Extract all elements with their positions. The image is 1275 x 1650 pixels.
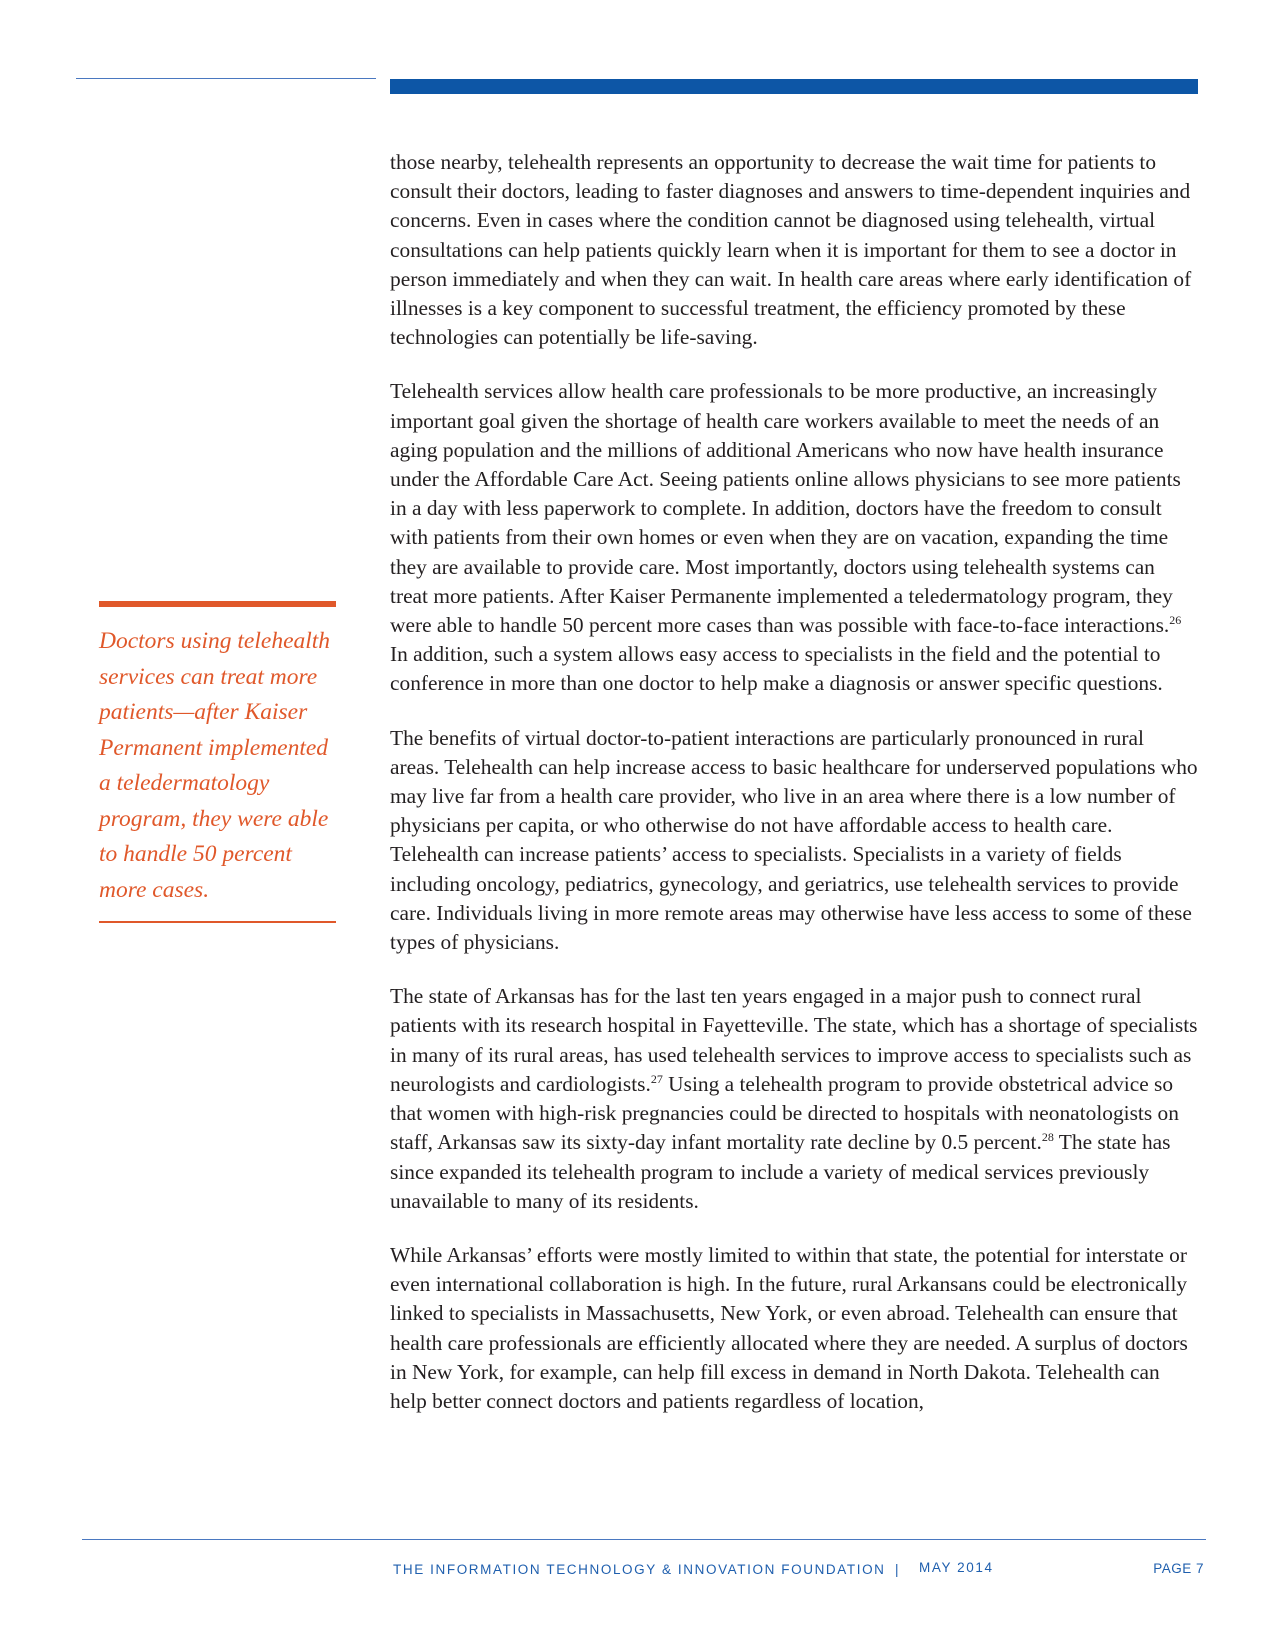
body-paragraph xyxy=(390,1241,1198,1416)
footer-separator: | xyxy=(895,1562,901,1577)
paragraph-text: those nearby, telehealth represents an opportunity to decrease the wait time for patients to consult their doctors, leading to faster diagnoses and answers to time-dependent inquiries and concerns. Even in cases where the condition cannot be diagnosed using telehealth, virtual consultations can help patients quickly learn when it is important for them to see a doctor in person immediately and when they can wait. In health care areas where early identification of illnesses is a key component to successful treatment, the efficiency promoted by these technologies can potentially be life-saving. xyxy=(390,150,1192,350)
page-footer xyxy=(393,1560,1204,1582)
paragraph-text: The benefits of virtual doctor-to-patient interactions are particularly pronounced in rural areas. Telehealth can help increase access to basic healthcare for underserved populations who may live far from a health care provider, who live in an area where there is a low number of physicians per capita, or who otherwise do not have affordable access to health care. Telehealth can increase patients’ access to specialists. Specialists in a variety of fields including oncology, pediatrics, gynecology, and geriatrics, use telehealth services to provide care. Individuals living in more remote areas may otherwise have less access to some of these types of physicians. xyxy=(390,725,1198,955)
paragraph-text: In addition, such a system allows easy access to specialists in the field and the potential to conference in more than one doctor to help make a diagnosis or answer specific questions. xyxy=(390,642,1163,696)
paragraph-text: While Arkansas’ efforts were mostly limited to within that state, the potential for interstate or even international collaboration is high. In the future, rural Arkansans could be electronically linked to specialists in Massachusetts, New York, or even abroad. Telehealth can ensure that health care professionals are efficiently allocated where they are needed. A surplus of doctors in New York, for example, can help fill excess in demand in North Dakota. Telehealth can help better connect doctors and patients regardless of location, xyxy=(390,1242,1188,1413)
pullquote-sidebar xyxy=(99,601,336,923)
footer-organization: THE INFORMATION TECHNOLOGY & INNOVATION FOUNDATION xyxy=(393,1562,886,1577)
body-paragraph xyxy=(390,377,1198,698)
header-blue-bar xyxy=(390,79,1198,94)
body-paragraph xyxy=(390,982,1198,1216)
footer-page-number: PAGE 7 xyxy=(1153,1561,1204,1576)
body-paragraph xyxy=(390,724,1198,958)
body-paragraph xyxy=(390,148,1198,352)
paragraph-text: The state of Arkansas has for the last ten years engaged in a major push to connect rural patients with its research hospital in Fayetteville. The state, which has a shortage of specialists in many of its rural areas, has used telehealth services to improve access to specialists such as neurologists and cardiologists. xyxy=(390,984,1198,1096)
footer-date: MAY 2014 xyxy=(919,1560,994,1575)
pullquote-bottom-rule xyxy=(99,921,336,923)
paragraph-text: Telehealth services allow health care professionals to be more productive, an increasingly important goal given the shortage of health care workers available to meet the needs of an aging population and the millions of additional Americans who now have health insurance under the Affordable Care Act. Seeing patients online allows physicians to see more patients in a day with less paperwork to complete. In addition, doctors have the freedom to consult with patients from their own homes or even when they are on vacation, expanding the time they are available to provide care. Most importantly, doctors using telehealth systems can treat more patients. After Kaiser Permanente implemented a teledermatology program, they were able to handle 50 percent more cases than was possible with face-to-face interactions. xyxy=(390,379,1181,638)
paragraph-text: Using a telehealth program to provide obstetrical advice so that women with high-risk pregnancies could be directed to hospitals with neonatologists on staff, Arkansas saw its sixty-day infant mortality rate decline by 0.5 percent. xyxy=(390,1071,1179,1155)
footnote-reference[interactable]: 28 xyxy=(1041,1130,1054,1145)
paragraph-text: The state has since expanded its telehealth program to include a variety of medical services previously unavailable to many of its residents. xyxy=(390,1130,1171,1213)
footnote-reference[interactable]: 27 xyxy=(650,1071,663,1086)
pullquote-text: Doctors using telehealth services can treat more patients—after Kaiser Permanent implemented a teledermatology program, they were able to handle 50 percent more cases. xyxy=(99,628,331,903)
footnote-reference[interactable]: 26 xyxy=(1169,612,1182,627)
article-body xyxy=(390,148,1198,1441)
header-thin-rule xyxy=(76,78,376,79)
footer-rule xyxy=(82,1539,1206,1540)
pullquote-top-bar xyxy=(99,601,336,607)
